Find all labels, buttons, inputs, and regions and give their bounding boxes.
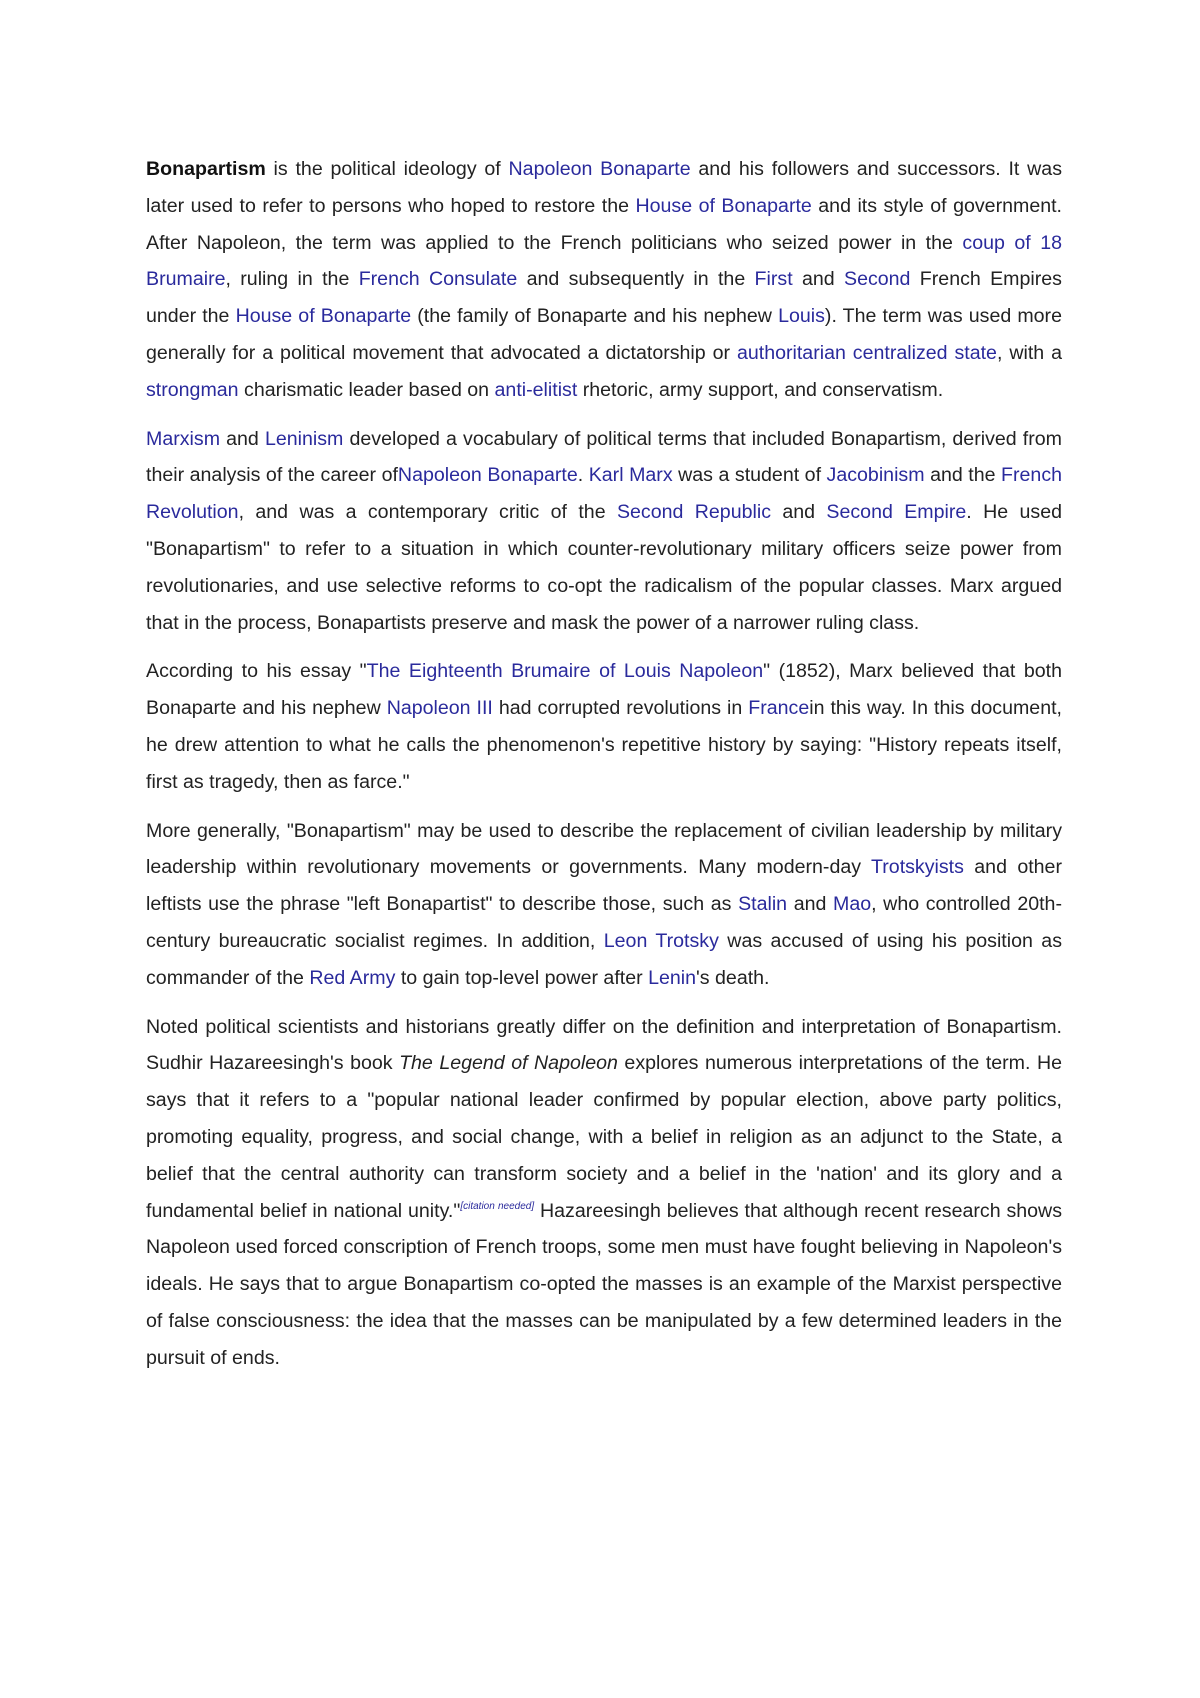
article-link[interactable]: Second	[844, 268, 911, 291]
article-link[interactable]: House of Bonaparte	[635, 194, 812, 217]
text-run: French Empires under the	[146, 268, 1062, 328]
text-run: and	[771, 501, 827, 524]
article-link[interactable]: Second Republic	[616, 501, 772, 524]
article-link[interactable]: French Revolution	[146, 464, 1063, 524]
article-link[interactable]: Second Empire	[826, 501, 967, 524]
text-run: , ruling in the	[225, 268, 359, 291]
article-body	[146, 151, 1062, 1389]
book-title: The Legend of Napoleon	[399, 1052, 618, 1075]
article-link[interactable]: Leon Trotsky	[603, 929, 719, 952]
article-link[interactable]: Stalin	[738, 893, 788, 916]
article-link[interactable]: authoritarian centralized state	[736, 341, 997, 364]
article-link[interactable]: Louis	[778, 305, 825, 328]
text-run: and subsequently in the	[517, 268, 755, 291]
text-run: . He used "Bonapartism" to refer to a situation in which counter-revolutionary military officers seize power from revolutionaries, and use selective reforms to co-opt the radicalism of the popular classes. Marx argued that in the process, Bonapartists preserve and mask the power of a narrower ruling class.	[146, 501, 1062, 634]
article-link[interactable]: strongman	[146, 378, 239, 401]
article-link[interactable]: Red Army	[309, 966, 396, 989]
paragraph	[146, 421, 1062, 642]
article-subject-term: Bonapartism	[146, 158, 266, 180]
text-run: and	[787, 893, 833, 916]
text-run: developed a vocabulary of political terms that included Bonapartism, derived from their analysis of the career of	[146, 427, 1062, 487]
article-link[interactable]: Jacobinism	[826, 464, 925, 487]
text-run: in this way. In this document, he drew attention to what he calls the phenomenon's repetitive history by saying: "History repeats itself, first as tragedy, then as farce."	[146, 697, 1062, 793]
article-link[interactable]: Napoleon Bonaparte	[508, 158, 691, 180]
article-link[interactable]: Napoleon III	[386, 697, 493, 720]
text-run: Noted political scientists and historians greatly differ on the definition and interpretation of Bonapartism. Sudhir Hazareesingh's book	[146, 1015, 1062, 1075]
text-run: and other leftists use the phrase "left Bonapartist" to describe those, such as	[146, 856, 1062, 916]
text-run: .	[577, 464, 589, 487]
paragraph	[146, 813, 1062, 997]
text-run: More generally, "Bonapartism" may be used to describe the replacement of civilian leadership by military leadership within revolutionary movements or governments. Many modern-day	[146, 819, 1062, 879]
text-run: is the political ideology of	[265, 158, 509, 180]
article-link[interactable]: Trotskyists	[871, 856, 964, 879]
text-run: and its style of government. After Napoleon, the term was applied to the French politicians who seized power in the	[146, 194, 1062, 254]
article-link[interactable]: France	[748, 697, 810, 720]
article-link[interactable]: Mao	[833, 893, 872, 916]
text-run: and his followers and successors. It was later used to refer to persons who hoped to restore the	[146, 158, 1062, 217]
citation-needed-note[interactable]: [citation needed]	[460, 1200, 535, 1212]
article-link[interactable]: Leninism	[264, 427, 344, 450]
text-run: charismatic leader based on	[238, 378, 495, 401]
article-link[interactable]: House of Bonaparte	[235, 305, 412, 328]
article-link[interactable]: First	[754, 268, 793, 291]
text-run: , and was a contemporary critic of the	[238, 501, 617, 524]
text-run: explores numerous interpretations of the term. He says that it refers to a "popular national leader confirmed by popular election, above party politics, promoting equality, progress, and social change, with a belief in religion as an adjunct to the State, a belief that the central authority can transform society and a belief in the 'nation' and its glory and a fundamental belief in national unity."	[146, 1052, 1062, 1222]
article-link[interactable]: Karl Marx	[588, 464, 673, 487]
text-run: had corrupted revolutions in	[492, 697, 749, 720]
text-run: According to his essay "	[146, 660, 367, 683]
text-run: , with a	[996, 341, 1063, 364]
text-run: and the	[924, 464, 1002, 487]
article-link[interactable]: anti-elitist	[494, 378, 578, 401]
article-link[interactable]: Lenin	[648, 966, 697, 989]
text-run: , who controlled 20th-century bureaucratic socialist regimes. In addition,	[146, 893, 1062, 952]
text-run: was accused of using his position as commander of the	[146, 929, 1062, 989]
article-link[interactable]: Marxism	[146, 427, 221, 450]
article-link[interactable]: Napoleon Bonaparte	[397, 464, 578, 487]
article-link[interactable]: coup of 18 Brumaire	[146, 231, 1062, 291]
paragraph	[146, 653, 1062, 800]
text-run: and	[792, 268, 844, 291]
text-run: ). The term was used more generally for a political movement that advocated a dictatorship or	[146, 305, 1062, 364]
text-run: 's death.	[696, 966, 770, 989]
text-run: and	[220, 427, 265, 450]
paragraph	[146, 1009, 1062, 1377]
text-run: Hazareesingh believes that although recent research shows Napoleon used forced conscription of French troops, some men must have fought believing in Napoleon's ideals. He says that to argue Bonapartism co-opted the masses is an example of the Marxist perspective of false consciousness: the idea that the masses can be manipulated by a few determined leaders in the pursuit of ends.	[146, 1199, 1063, 1369]
article-link[interactable]: French Consulate	[358, 268, 518, 291]
text-run: to gain top-level power after	[395, 966, 649, 989]
text-run: was a student of	[672, 464, 827, 487]
paragraph	[146, 151, 1062, 409]
article-link[interactable]: The Eighteenth Brumaire of Louis Napoleon	[366, 660, 764, 683]
text-run: rhetoric, army support, and conservatism.	[577, 378, 944, 401]
text-run: (the family of Bonaparte and his nephew	[411, 305, 779, 328]
text-run: " (1852), Marx believed that both Bonaparte and his nephew	[146, 660, 1062, 720]
